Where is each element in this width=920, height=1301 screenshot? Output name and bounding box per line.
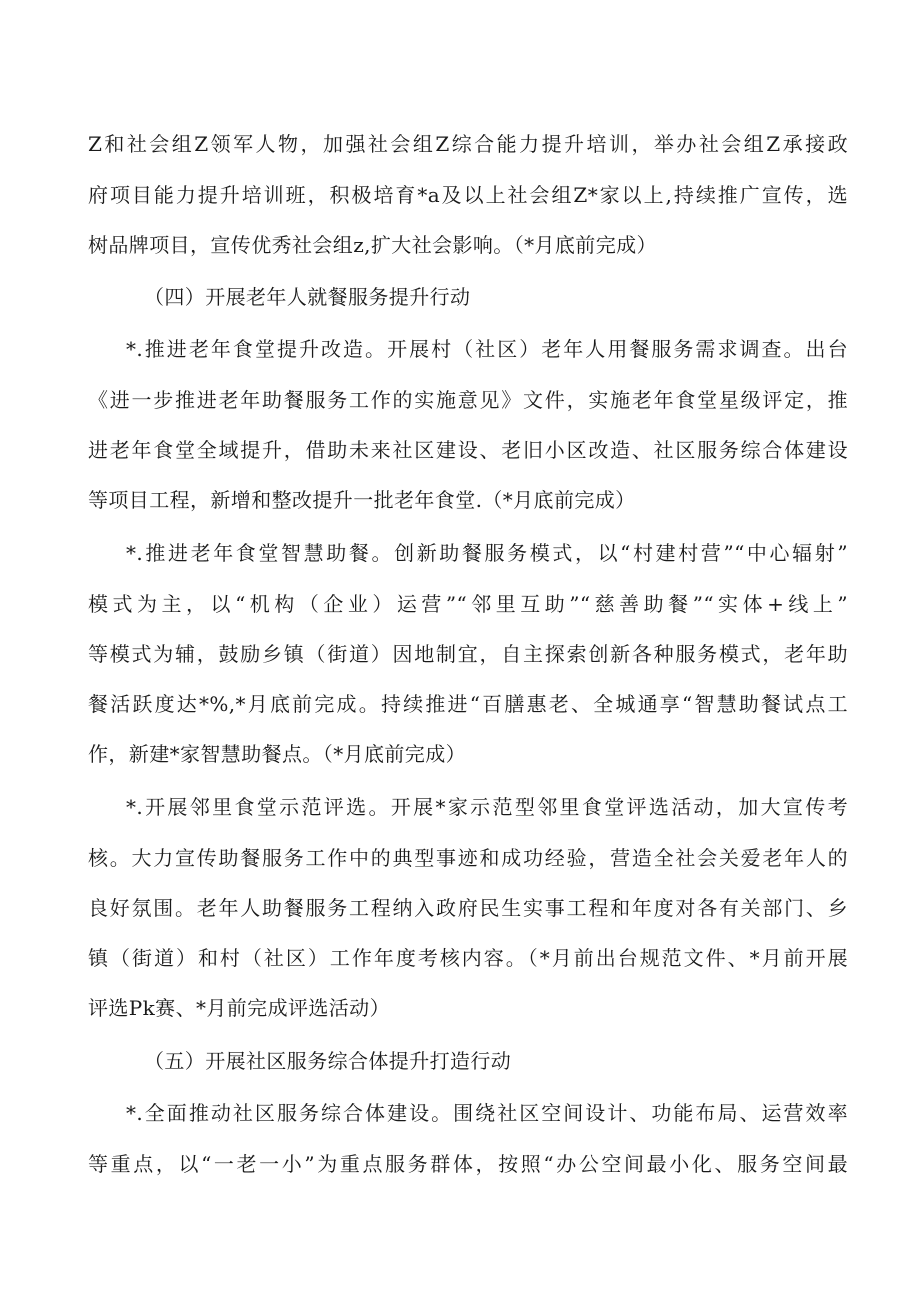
- section-heading-5: （五）开展社区服务综合体提升打造行动: [144, 1049, 512, 1073]
- paragraph-line: 等项目工程，新增和整改提升一批老年食堂.（*月底前完成）: [88, 488, 636, 512]
- paragraph-line: 模式为主，以“机构（企业）运营”“邻里互助”“慈善助餐”“实体+线上”: [88, 592, 848, 616]
- paragraph-line: *.开展邻里食堂示范评选。开展*家示范型邻里食堂评选活动，加大宣传考: [126, 795, 848, 819]
- paragraph-line: Z和社会组Z领军人物，加强社会组Z综合能力提升培训，举办社会组Z承接政: [88, 132, 848, 156]
- paragraph-line: 树品牌项目，宣传优秀社会组z,扩大社会影响。（*月底前完成）: [88, 233, 657, 257]
- paragraph-line: 等模式为辅，鼓励乡镇（街道）因地制宜，自主探索创新各种服务模式，老年助: [88, 642, 848, 666]
- paragraph-line: 餐活跃度达*%,*月底前完成。持续推进“百膳惠老、全城通享“智慧助餐试点工: [88, 692, 848, 716]
- paragraph-line: 镇（街道）和村（社区）工作年度考核内容。（*月前出台规范文件、*月前开展: [88, 946, 848, 970]
- paragraph-line: 良好氛围。老年人助餐服务工程纳入政府民生实事工程和年度对各有关部门、乡: [88, 896, 848, 920]
- paragraph-line: *.推进老年食堂智慧助餐。创新助餐服务模式，以“村建村营”“中心辐射”: [126, 541, 848, 565]
- paragraph-line: *.推进老年食堂提升改造。开展村（社区）老年人用餐服务需求调查。出台: [126, 337, 848, 361]
- paragraph-line: 《进一步推进老年助餐服务工作的实施意见》文件，实施老年食堂星级评定，推: [88, 388, 848, 412]
- section-heading-4: （四）开展老年人就餐服务提升行动: [144, 285, 471, 309]
- paragraph-line: 评选Pk赛、*月前完成评选活动）: [88, 996, 390, 1020]
- paragraph-line: *.全面推动社区服务综合体建设。围绕社区空间设计、功能布局、运营效率: [126, 1101, 848, 1125]
- paragraph-line: 核。大力宣传助餐服务工作中的典型事迹和成功经验，营造全社会关爱老年人的: [88, 846, 848, 870]
- paragraph-line: 进老年食堂全域提升，借助未来社区建设、老旧小区改造、社区服务综合体建设: [88, 438, 848, 462]
- paragraph-line: 等重点，以“一老一小”为重点服务群体，按照“办公空间最小化、服务空间最: [88, 1152, 848, 1176]
- paragraph-line: 作，新建*家智慧助餐点。（*月底前完成）: [88, 742, 466, 766]
- paragraph-line: 府项目能力提升培训班，积极培育*a及以上社会组Z*家以上,持续推广宣传，选: [88, 183, 848, 207]
